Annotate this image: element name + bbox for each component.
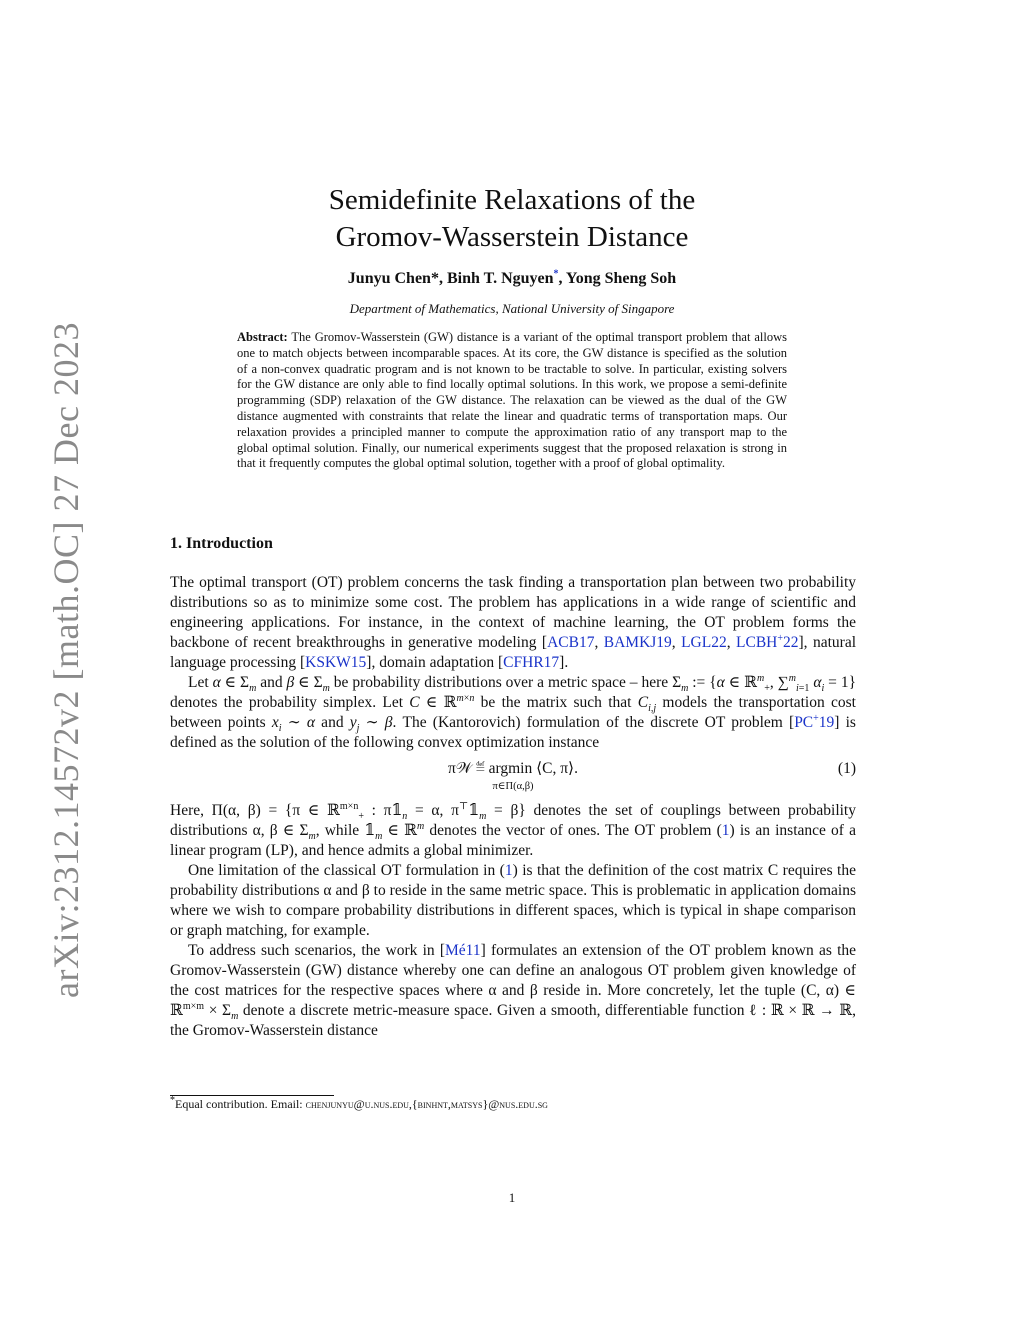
- p2-t7: ] is defined as the solution of the following convex optimization instance: [170, 714, 856, 751]
- citation-lcbh22-year: 22: [783, 634, 799, 651]
- p5-t1: To address such scenarios, the work in [: [188, 942, 445, 959]
- p3-t4: 𝟙: [468, 802, 480, 819]
- citation-pc19-year: 19: [818, 714, 835, 731]
- author-3: Yong Sheng Soh: [565, 270, 677, 287]
- citation-cfhr17[interactable]: CFHR17: [503, 654, 560, 671]
- footnote-text: Equal contribution. Email:: [175, 1097, 306, 1111]
- equation-ref-1b[interactable]: 1: [504, 862, 513, 879]
- section-heading-introduction: 1. Introduction: [170, 535, 273, 552]
- p3-t6: , while 𝟙: [315, 822, 376, 839]
- author-list: Junyu Chen*, Binh T. Nguyen*, Yong Sheng Soh: [347, 268, 677, 287]
- title-line-1: Semidefinite Relaxations of the: [328, 184, 696, 216]
- p5-t4: denote a discrete metric-measure space. Given a smooth, differentiable function ℓ : ℝ × ℝ → ℝ, the Gromov-Wasserstein distance: [170, 1002, 857, 1039]
- abstract-text: The Gromov-Wasserstein (GW) distance is a variant of the optimal transport problem that allows one to match objects between incomparable spaces. At its core, the GW distance is specified as the solution of a non-convex quadratic program and is not known to be tractable to solve. In particular, existing solvers for the GW distance are only able to find locally optimal solutions. In this work, we propose a semi-definite programming (SDP) relaxation of the GW distance. The relaxation can be viewed as the dual of the GW distance augmented with constraints that relate the linear and quadratic terms of transportation maps. Our relaxation provides a principled manner to compute the approximation ratio of any transport map to the global optimal solution. Finally, our numerical experiments suggest that the proposed relaxation is strong in that it frequently computes the global optimal solution, together with a proof of global optimality.: [237, 330, 787, 471]
- body-text: [170, 573, 856, 1041]
- p3-t7: ∈ ℝ: [382, 822, 417, 839]
- p5-t3: × Σ: [204, 1002, 232, 1019]
- citation-pc19-label: PC: [794, 714, 814, 731]
- abstract-label: Abstract:: [237, 330, 288, 344]
- citation-me11[interactable]: Mé11: [445, 942, 481, 959]
- citation-bamkj19[interactable]: BAMKJ19: [603, 634, 672, 651]
- paragraph-1: The optimal transport (OT) problem concerns the task finding a transportation plan between two probability distributions so as to minimize some cost. The problem has applications in a wide range of scientific and engineering applications. For instance, in the context of machine learning, the OT problem forms the backbone of recent breakthroughs in generative modeling [ACB17, BAMKJ19, LGL22, LCBH+22], natural language processing [KSKW15], domain adaptation [CFHR17].: [170, 574, 857, 671]
- p1-mid2: ], domain adaptation [: [366, 654, 504, 671]
- paragraph-2: Let α ∈ $\Sigma_m$ and β ∈ $\Sigma_m$ be probability distributions over a metric space – here $\Sigma_m$ := {α ∈ ℝ$^m_+$, ∑$^m_{i=1}$ $\alpha_i = 1$} denotes the probability simplex. Let C ∈ ℝ$^{m\times n}$ be the matrix such that $C_{i,j}$ models the transportation cost between points $x_i$ ∼ α and $y_j$ ∼ β. The (Kantorovich) formulation of the discrete OT problem [PC+19] is defined as the solution of the following convex optimization instance: [170, 672, 857, 751]
- citation-lcbh22-sup: +: [777, 632, 784, 644]
- equation-1: [170, 755, 856, 795]
- p2-t6: . The (Kantorovich) formulation of the discrete OT problem [: [392, 714, 795, 731]
- p3-t1: Here, Π(α, β) = {π ∈ ℝ: [170, 802, 340, 819]
- paragraph-4: [170, 861, 856, 941]
- equation-1-subscript: π∈Π(α,β): [492, 781, 534, 792]
- title-line-2: Gromov-Wasserstein Distance: [335, 221, 689, 253]
- p3-t9: ) is an instance of a linear program (LP), and hence admits a global minimizer.: [170, 822, 856, 859]
- p3-t8: denotes the vector of ones. The OT problem (: [424, 822, 722, 839]
- author-2: Binh T. Nguyen: [446, 270, 554, 287]
- citation-acb17[interactable]: ACB17: [547, 634, 595, 651]
- arxiv-identifier-stamp: arXiv:2312.14572v2 [math.OC] 27 Dec 2023: [46, 322, 86, 998]
- paragraph-3: Here, Π(α, β) = {π ∈ ℝ$^{m\times n}_+$ : $\pi 𝟙_n = \alpha$, $\pi^⊤𝟙_m = \beta$} denotes the set of couplings between probability distributions α, β ∈ $\Sigma_m$, while $𝟙_m$ ∈ ℝ$^m$ denotes the vector of ones. The OT problem (1) is an instance of a linear program (LP), and hence admits a global minimizer.: [170, 800, 856, 859]
- footnote-emails: chenjunyu@u.nus.edu,{binhnt,matsys}@nus.edu.sg: [305, 1097, 548, 1111]
- abstract: [237, 330, 787, 472]
- p3-t1-sup: m×n: [339, 800, 359, 812]
- page-number: 1: [508, 1190, 516, 1205]
- author-2-footnote-mark[interactable]: *: [553, 268, 559, 280]
- p4-t2: ) is that the definition of the cost matrix C requires the probability distributions α and β to reside in the same metric space. This is problematic in application domains where we wish to compare probability distributions in different spaces, which is typical in shape comparison or graph matching, for example.: [170, 862, 856, 939]
- paper-title: [0, 182, 1024, 256]
- footnote-divider: [170, 1095, 334, 1096]
- p3-t3: = α, π: [407, 802, 459, 819]
- citation-kskw15[interactable]: KSKW15: [305, 654, 367, 671]
- citation-lgl22[interactable]: LGL22: [681, 634, 727, 651]
- author-1: Junyu Chen*: [347, 270, 439, 287]
- p2-t1: Let: [188, 674, 213, 691]
- footnote: [170, 1097, 548, 1112]
- p3-t5: = β} denotes the set of couplings between probability distributions α, β ∈ Σ: [170, 802, 856, 839]
- p3-t2: : π𝟙: [363, 802, 403, 819]
- p1-mid: ], natural language processing [: [170, 634, 857, 671]
- citation-lcbh22[interactable]: [736, 634, 798, 651]
- citation-pc19-sup: +: [813, 712, 819, 724]
- p4-t1: One limitation of the classical OT formulation in (: [188, 862, 505, 879]
- equation-1-expression: π𝒲 ≝ argmin ⟨C, π⟩.: [448, 760, 578, 777]
- p5-t2-sup: m×m: [182, 1000, 205, 1012]
- p5-t2: ] formulates an extension of the OT problem known as the Gromov-Wasserstein (GW) distance whereby one can define an analogous OT problem given knowledge of the cost matrices for the respective spaces where α and β reside in. More concretely, let the tuple (C, α) ∈ ℝ: [170, 942, 857, 1019]
- citation-pc19[interactable]: [794, 714, 834, 731]
- equation-ref-1[interactable]: 1: [721, 822, 730, 839]
- p2-t2: be probability distributions over a metric space – here: [329, 674, 673, 691]
- p2-t5: models the transportation cost between points: [170, 694, 856, 731]
- p1-text: The optimal transport (OT) problem concerns the task finding a transportation plan between two probability distributions so as to minimize some cost. The problem has applications in a wide range of scientific and engineering applications. For instance, in the context of machine learning, the OT problem forms the backbone of recent breakthroughs in generative modeling [: [170, 574, 856, 651]
- paragraph-5: To address such scenarios, the work in [Mé11] formulates an extension of the OT problem known as the Gromov-Wasserstein (GW) distance whereby one can define an analogous OT problem given knowledge of the cost matrices for the respective spaces where α and β reside in. More concretely, let the tuple (C, α) ∈ ℝ$^{m\times m}$ × $\Sigma_m$ denote a discrete metric-measure space. Given a smooth, differentiable function ℓ : ℝ × ℝ → ℝ, the Gromov-Wasserstein distance: [170, 942, 857, 1039]
- citation-lcbh22-label: LCBH: [736, 634, 778, 651]
- equation-1-number: (1): [837, 760, 856, 777]
- p1-end: ].: [559, 654, 569, 671]
- p2-t4: be the matrix such that: [474, 694, 638, 711]
- affiliation: Department of Mathematics, National University of Singapore: [349, 301, 675, 316]
- p2-t3: denotes the probability simplex. Let: [170, 694, 410, 711]
- footnote-mark: *: [170, 1095, 175, 1106]
